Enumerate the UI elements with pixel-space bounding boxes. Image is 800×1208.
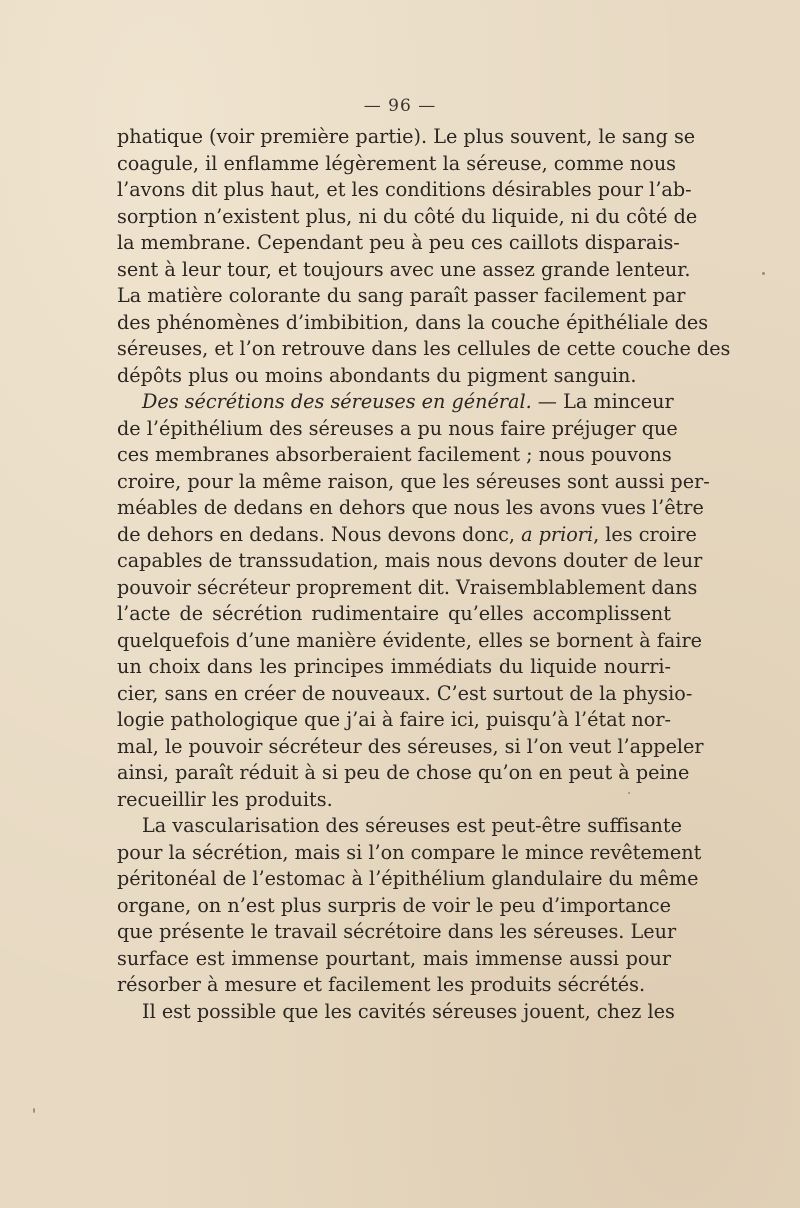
text-line: cier, sans en créer de nouveaux. C’est surtout de la physio-: [117, 681, 693, 705]
paper-speck: [33, 1108, 35, 1113]
text-line: des phénomènes d’imbibition, dans la couche épithéliale des: [117, 310, 709, 334]
text-line: logie pathologique que j’ai à faire ici, puisqu’à l’état nor-: [117, 708, 672, 731]
text-line: La vascularisation des séreuses est peut-être suffisante: [142, 814, 682, 837]
text-line: séreuses, et l’on retrouve dans les cellules de cette couche des: [117, 337, 731, 360]
text-line: mal, le pouvoir sécréteur des séreuses, si l’on veut l’appeler: [117, 734, 704, 758]
text-line: un choix dans les principes immédiats du liquide nourri-: [117, 655, 671, 678]
text-line: l’avons dit plus haut, et les conditions désirables pour l’ab-: [117, 178, 692, 201]
text-line: péritonéal de l’estomac à l’épithélium glandulaire du même: [117, 867, 699, 890]
text-segment: de dehors en dedans. Nous devons donc,: [117, 522, 522, 546]
text-line: ainsi, paraît réduit à si peu de chose qu’on en peut à peine: [117, 761, 690, 784]
text-line: surface est immense pourtant, mais immense aussi pour: [117, 946, 671, 970]
text-line: résorber à mesure et facilement les produits sécrétés.: [117, 973, 646, 996]
text-line: croire, pour la même raison, que les séreuses sont aussi per-: [117, 469, 710, 493]
text-line: recueillir les produits.: [117, 787, 333, 811]
section-heading-line: [117, 389, 674, 416]
text-line: pouvoir sécréteur proprement dit. Vraisemblablement dans: [117, 575, 698, 599]
text-line: sorption n’existent plus, ni du côté du liquide, ni du côté de: [117, 204, 698, 228]
text-line: l’acte de sécrétion rudimentaire qu’elles accomplissent: [117, 602, 671, 625]
latin-term: a priori: [521, 522, 594, 546]
text-line: méables de dedans en dehors que nous les avons vues l’être: [117, 496, 704, 519]
body-text: [117, 124, 731, 1025]
paper-speck: [762, 272, 765, 275]
text-line: Il est possible que les cavités séreuses jouent, chez les: [142, 999, 675, 1023]
text-line: dépôts plus ou moins abondants du pigment sanguin.: [117, 363, 637, 387]
text-line: de l’épithélium des séreuses a pu nous faire préjuger que: [117, 416, 678, 440]
text-line: pour la sécrétion, mais si l’on compare le mince revêtement: [117, 840, 702, 864]
text-line: organe, on n’est plus surpris de voir le peu d’importance: [117, 893, 672, 917]
section-heading-continuation: — La minceur: [531, 390, 674, 413]
section-heading: Des sécrétions des séreuses en général.: [142, 390, 532, 413]
text-line: ces membranes absorberaient facilement ; nous pouvons: [117, 443, 672, 466]
text-line: quelquefois d’une manière évidente, elles se bornent à faire: [117, 628, 702, 652]
text-line: phatique (voir première partie). Le plus souvent, le sang se: [117, 125, 696, 148]
text-line: capables de transsudation, mais nous devons douter de leur: [117, 549, 703, 572]
text-line: sent à leur tour, et toujours avec une assez grande lenteur.: [117, 257, 691, 281]
paper-speck: [628, 792, 630, 794]
page-number: — 96 —: [363, 96, 437, 116]
text-line: coagule, il enflamme légèrement la séreuse, comme nous: [117, 151, 677, 175]
text-segment: , les croire: [593, 522, 697, 546]
text-line: la membrane. Cependant peu à peu ces caillots disparais-: [117, 231, 680, 254]
text-line: La matière colorante du sang paraît passer facilement par: [117, 284, 686, 307]
text-line: que présente le travail sécrétoire dans les séreuses. Leur: [117, 920, 677, 943]
text-line: [117, 522, 697, 549]
